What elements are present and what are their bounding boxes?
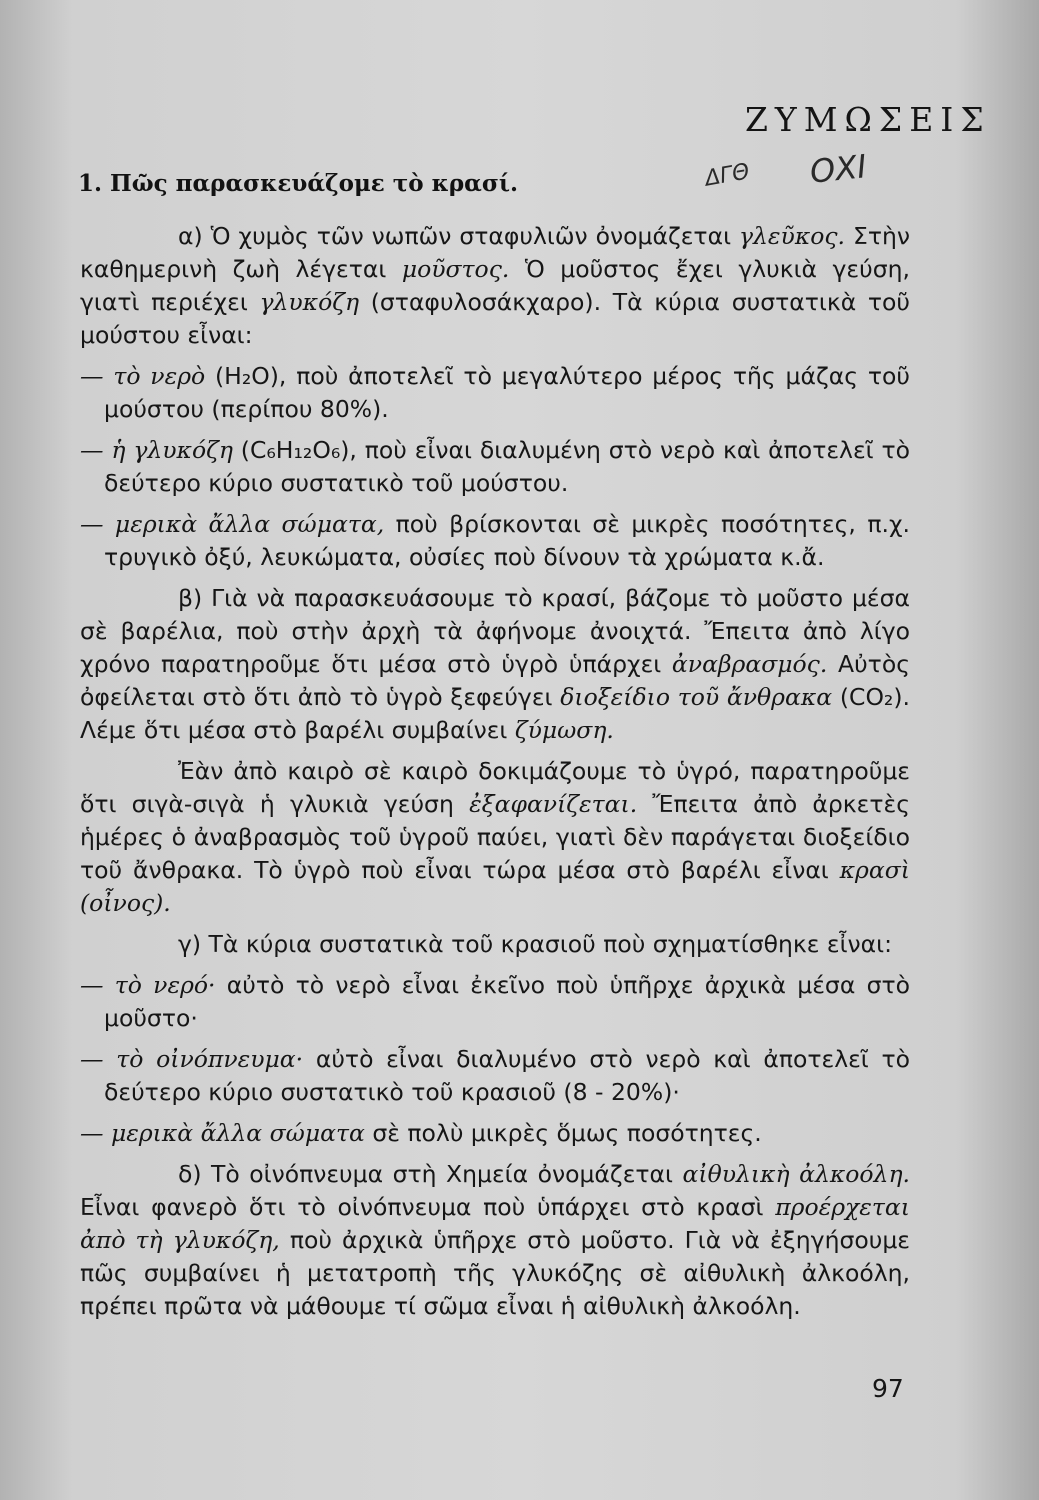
italic-term: — τὸ οἰνόπνευμα·: [80, 1045, 304, 1073]
italic-term: γλυκόζη: [259, 288, 360, 316]
page-number: 97: [872, 1374, 904, 1403]
text-run: αὐτὸ τὸ νερὸ εἶναι ἐκεῖνο ποὺ ὑπῆρχε ἀρχικὰ μέσα στὸ μοῦστο·: [104, 971, 910, 1032]
italic-term: — μερικὰ ἄλλα σώματα: [80, 1119, 365, 1147]
text-run: Ὁ μοῦστος ἔχει γλυκιὰ γεύση, γιατὶ περιέχει: [80, 255, 910, 316]
list-item: [80, 360, 910, 426]
italic-term: — τὸ νερὸ: [80, 362, 206, 390]
body-text: [80, 220, 910, 1331]
list-item: [80, 508, 910, 574]
text-run: α) Ὁ χυμὸς τῶν νωπῶν σταφυλιῶν ὀνομάζεται: [178, 222, 739, 250]
section-title: 1. Πῶς παρασκευάζομε τὸ κρασί.: [78, 170, 518, 197]
list-item: [80, 969, 910, 1035]
paragraph-b: [80, 582, 910, 747]
italic-term: προέρχεται ἀπὸ τὴ γλυκόζη,: [80, 1193, 910, 1254]
italic-term: — τὸ νερό·: [80, 971, 216, 999]
handwritten-note: ΔΓΘ: [703, 159, 752, 192]
paragraph-a: [80, 220, 910, 352]
text-run: (C₆H₁₂O₆), ποὺ εἶναι διαλυμένη στὸ νερὸ καὶ ἀποτελεῖ τὸ δεύτερο κύριο συστατικὸ τοῦ μούστου.: [104, 436, 911, 497]
italic-term: κρασὶ (οἶνος).: [80, 856, 910, 917]
chapter-title: ΖΥΜΩΣΕΙΣ: [745, 100, 991, 139]
text-run: ποὺ βρίσκονται σὲ μικρὲς ποσότητες, π.χ. τρυγικὸ ὀξύ, λευκώματα, οὐσίες ποὺ δίνουν τὰ χρώματα κ.ἄ.: [104, 510, 910, 571]
paragraph-d: [80, 1158, 910, 1323]
text-run: Εἶναι φανερὸ ὅτι τὸ οἰνόπνευμα ποὺ ὑπάρχει στὸ κρασὶ: [80, 1193, 776, 1221]
italic-term: γλεῦκος.: [738, 222, 846, 250]
list-item: [80, 1117, 910, 1150]
text-run: Αὐτὸς ὀφείλεται στὸ ὅτι ἀπὸ τὸ ὑγρὸ ξεφεύγει: [80, 650, 910, 711]
italic-term: ἐξαφανίζεται.: [469, 790, 638, 818]
italic-term: — ἡ γλυκόζη: [80, 436, 233, 464]
text-run: αὐτὸ εἶναι διαλυμένο στὸ νερὸ καὶ ἀποτελεῖ τὸ δεύτερο κύριο συστατικὸ τοῦ κρασιοῦ (8 - 20%)·: [104, 1045, 910, 1106]
text-run: ποὺ ἀρχικὰ ὑπῆρχε στὸ μοῦστο. Γιὰ νὰ ἐξηγήσουμε πῶς συμβαίνει ἡ μετατροπὴ τῆς γλυκόζης σὲ αἰθυλικὴ ἀλκοόλη, πρέπει πρῶτα νὰ μάθουμε τί σῶμα εἶναι ἡ αἰθυλικὴ ἀλκοόλη.: [80, 1226, 910, 1320]
paragraph-c: [80, 928, 910, 961]
text-run: σὲ πολὺ μικρὲς ὅμως ποσότητες.: [364, 1119, 762, 1147]
italic-term: — μερικὰ ἄλλα σώματα,: [80, 510, 385, 538]
list-item: [80, 434, 910, 500]
text-run: Στὴν καθημερινὴ ζωὴ λέγεται: [80, 222, 910, 283]
italic-term: μοῦστος.: [401, 255, 510, 283]
italic-term: διοξείδιο τοῦ ἄνθρακα: [560, 683, 833, 711]
paragraph-e: [80, 755, 910, 920]
italic-term: ἀναβρασμός.: [671, 650, 828, 678]
text-run: (H₂O), ποὺ ἀποτελεῖ τὸ μεγαλύτερο μέρος τῆς μάζας τοῦ μούστου (περίπου 80%).: [104, 362, 910, 423]
text-run: (σταφυλοσάκχαρο). Τὰ κύρια συστατικὰ τοῦ μούστου εἶναι:: [80, 288, 910, 349]
italic-term: ζύμωση.: [514, 716, 614, 744]
text-run: (CO₂). Λέμε ὅτι μέσα στὸ βαρέλι συμβαίνει: [80, 683, 910, 744]
text-run: Ἐὰν ἀπὸ καιρὸ σὲ καιρὸ δοκιμάζουμε τὸ ὑγρό, παρατηροῦμε ὅτι σιγὰ-σιγὰ ἡ γλυκιὰ γεύση: [80, 757, 910, 818]
text-run: Ἔπειτα ἀπὸ ἀρκετὲς ἡμέρες ὁ ἀναβρασμὸς τοῦ ὑγροῦ παύει, γιατὶ δὲν παράγεται διοξείδιο τοῦ ἄνθρακα. Τὸ ὑγρὸ ποὺ εἶναι τώρα μέσα στὸ βαρέλι εἶναι: [80, 790, 911, 884]
handwritten-note: ΟΧΙ: [808, 147, 869, 191]
italic-term: αἰθυλικὴ ἀλκοόλη.: [682, 1160, 910, 1188]
list-item: [80, 1043, 910, 1109]
text-run: δ) Τὸ οἰνόπνευμα στὴ Χημεία ὀνομάζεται: [178, 1160, 683, 1188]
text-run: γ) Τὰ κύρια συστατικὰ τοῦ κρασιοῦ ποὺ σχηματίσθηκε εἶναι:: [178, 930, 893, 958]
text-run: β) Γιὰ νὰ παρασκευάσουμε τὸ κρασί, βάζομε τὸ μοῦστο μέσα σὲ βαρέλια, ποὺ στὴν ἀρχὴ τὰ ἀφήνομε ἀνοιχτά. Ἔπειτα ἀπὸ λίγο χρόνο παρατηροῦμε ὅτι μέσα στὸ ὑγρὸ ὑπάρχει: [80, 584, 910, 678]
